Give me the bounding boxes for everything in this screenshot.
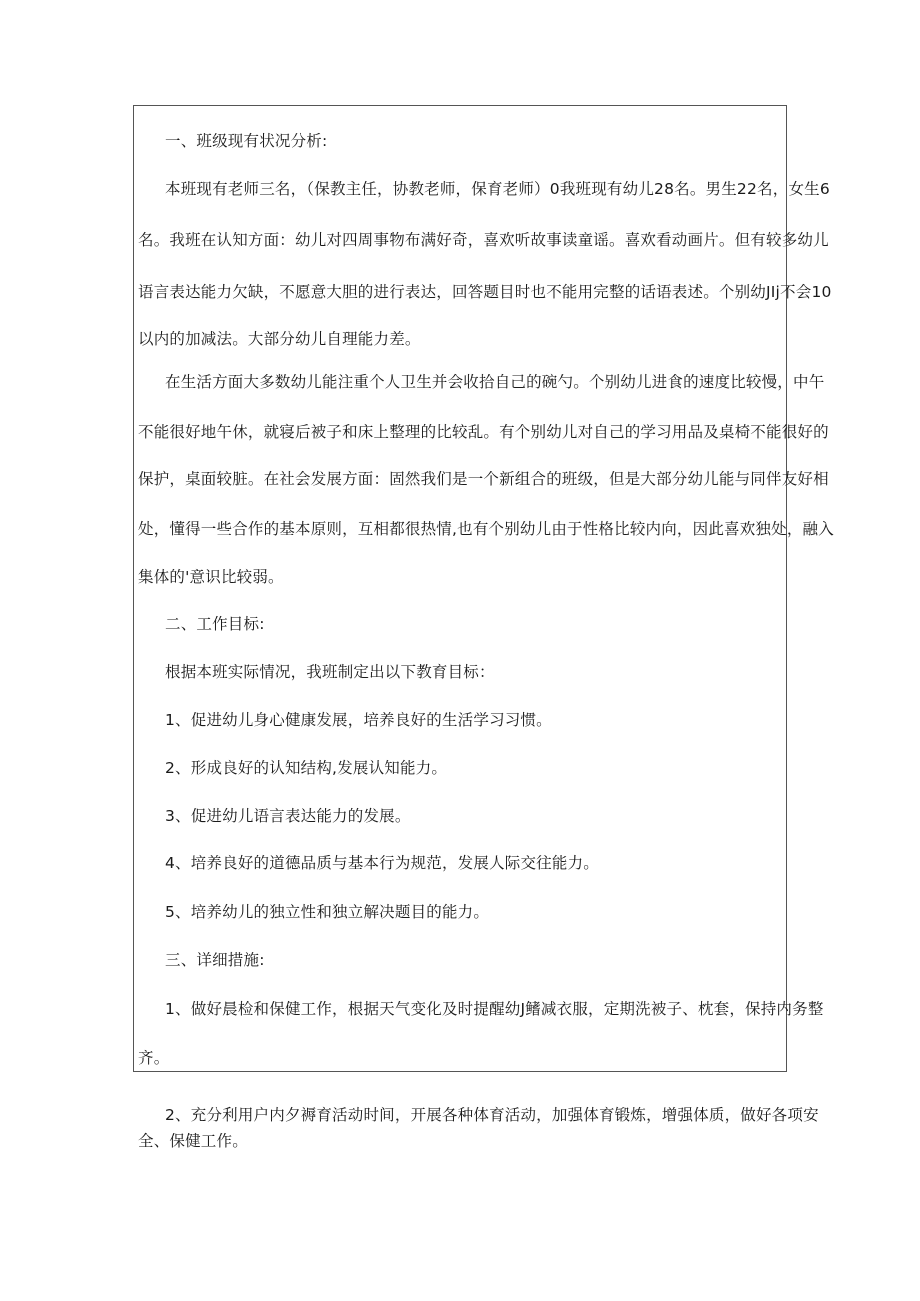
section1-para2-line5: 集体的'意识比较弱。 — [138, 568, 284, 586]
section3-heading: 三、详细措施: — [165, 951, 265, 969]
measure-1-line2: 齐。 — [138, 1049, 170, 1067]
section1-para1-line1: 本班现有老师三名，（保教主任，协教老师，保育老师）0我班现有幼儿28名。男生22名，女生6 — [165, 180, 830, 198]
section1-para1-line2: 名。我班在认知方面：幼儿对四周事物布满好奇，喜欢听故事读童谣。喜欢看动画片。但有较多幼儿 — [138, 231, 829, 249]
goal-item-4: 4、培养良好的道德品质与基本行为规范，发展人际交往能力。 — [165, 854, 599, 872]
section1-para2-line1: 在生活方面大多数幼儿能注重个人卫生并会收拾自己的碗勺。个别幼儿进食的速度比较慢，中午 — [165, 373, 825, 391]
section1-para2-line4: 处，懂得一些合作的基本原则，互相都很热情,也有个别幼儿由于性格比较内向，因此喜欢独处，融入 — [138, 520, 834, 538]
section1-para1-line4: 以内的加减法。大部分幼儿自理能力差。 — [138, 330, 421, 348]
section2-heading: 二、工作目标: — [165, 615, 265, 633]
section2-intro: 根据本班实际情况，我班制定出以下教育目标： — [165, 663, 495, 681]
goal-item-5: 5、培养幼儿的独立性和独立解决题目的能力。 — [165, 903, 490, 921]
measure-2-line1: 2、充分利用户内夕褥育活动时间，开展各种体育活动，加强体育锻炼，增强体质，做好各项安 — [165, 1106, 819, 1124]
section1-heading: 一、班级现有状况分析: — [165, 132, 328, 150]
section1-para1-line3: 语言表达能力欠缺，不愿意大胆的进行表达，回答题目时也不能用完整的话语表述。个别幼JIj不会10 — [138, 283, 832, 301]
measure-2-line2: 全、保健工作。 — [138, 1132, 248, 1150]
section1-para2-line3: 保护，桌面较脏。在社会发展方面：固然我们是一个新组合的班级，但是大部分幼儿能与同伴友好相 — [138, 470, 829, 488]
goal-item-2: 2、形成良好的认知结构,发展认知能力。 — [165, 759, 448, 777]
bordered-content-box — [133, 105, 830, 1072]
goal-item-1: 1、促进幼儿身心健康发展，培养良好的生活学习习惯。 — [165, 711, 552, 729]
measure-1-line1: 1、做好晨检和保健工作，根据天气变化及时提醒幼J鳍减衣服，定期洗被子、枕套，保持内务整 — [165, 1000, 824, 1018]
section1-para2-line2: 不能很好地午休，就寝后被子和床上整理的比较乱。有个别幼儿对自己的学习用品及桌椅不能很好的 — [138, 423, 829, 441]
goal-item-3: 3、促进幼儿语言表达能力的发展。 — [165, 807, 411, 825]
